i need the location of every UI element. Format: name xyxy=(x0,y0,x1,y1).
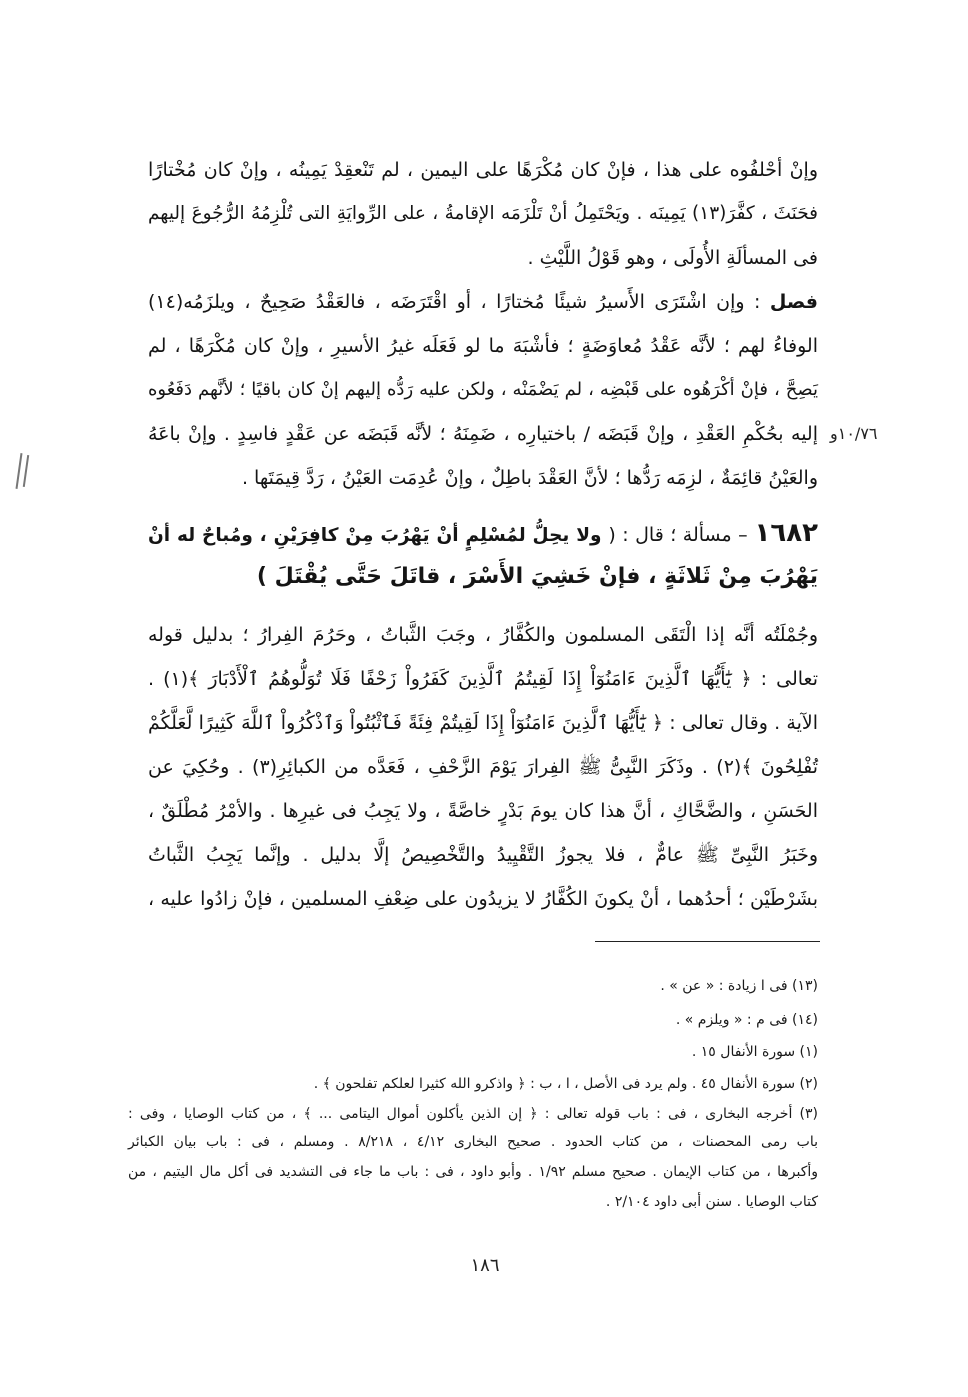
body-line-1: وإنْ أحْلفُوه على هذا ، فإنْ كان مُكْرَهًا على اليمين ، لم تَنْعقِدْ يَمِينُه ، وإنْ كان مُخْتارًا xyxy=(148,159,818,181)
footnote-14: (١٤) فى م : « ويلزم » . xyxy=(675,1012,818,1028)
page-number: ١٨٦ xyxy=(470,1255,500,1276)
body-line: الآية . وقال تعالى : ﴿ يَٰٓأَيُّهَا ٱلَّذِينَ ءَامَنُوٓاْ إِذَا لَقِيتُمْ فِئَةً فَٱثْبُتُواْ وَٱذْكُرُواْ ٱللَّهَ كَثِيرًا لَّعَلَّكُمْ xyxy=(148,712,818,734)
body-line: وجُمْلَتُه أنَّه إذا الْتَقَى المسلمون والكُفَّارُ ، وجَبَ الثَّباتُ ، وحَرُمَ الفِرارُ ؛ بدليل قوله xyxy=(148,624,818,646)
pen-mark xyxy=(23,455,29,487)
footnote-3-line-1: (٣) أخرجه البخارى ، فى : باب قوله تعالى : ﴿ إن الذين يأكلون أموال اليتامى ... ﴾ ، من كتاب الوصايا ، وفى : xyxy=(128,1106,818,1122)
masala-text-1: ولا يحِلُّ لمُسْلِمٍ أنْ يَهْرُبَ مِنْ كافِرَيْنِ ، ومُباحٌ له أنْ xyxy=(148,525,602,546)
fasl-line-5: والعَيْنُ قائِمَةٌ ، لزِمَه رَدُّها ؛ لأنَّ العَقْدَ باطِلٌ ، وإنْ عُدِمَت العَيْنُ ، رَدَّ قِيمَتَها . xyxy=(241,467,818,489)
body-line: بشَرْطَيْن ؛ أحدُهما ، أنْ يكونَ الكُفَّارُ لا يزيدُون على ضِعْفِ المسلمين ، فإنْ زادُوا عليه ، xyxy=(148,888,818,910)
footnote-13: (١٣) فى ا زيادة : « عن » . xyxy=(660,978,818,994)
footnote-3-line-4: كتاب الوصايا . سنن أبى داود ٢/١٠٤ . xyxy=(605,1194,818,1210)
fasl-line-2: الوفاءُ لهم ؛ لأنَّه عَقْدُ مُعاوَضَةٍ ؛ فأشْبَهَ ما لو فَعَلَه غيرُ الأسيرِ ، وإنْ كان مُكْرَهًا ، لم xyxy=(148,335,818,357)
masala-heading-line-2: يَهْرُبَ مِنْ ثَلاثَةٍ ، فإنْ خَشِيَ الأَسْرَ ، قاتَلَ حَتَّى يُقْتَلَ ) xyxy=(256,564,818,589)
footnote-1: (١) سورة الأنفال ١٥ . xyxy=(691,1044,818,1060)
footnote-2: (٢) سورة الأنفال ٤٥ . ولم يرد فى الأصل ، ا ، ب : ﴿ واذكرو الله كثيرا لعلكم تفلحون ﴾ . xyxy=(313,1076,818,1092)
fasl-text: : وإن اشْتَرَى الأَسيرُ شيئًا مُختارًا ، أو اقْتَرَضَه ، فالعَقْدُ صَحِيحٌ ، ويلزَمُه(١٤) xyxy=(148,291,761,313)
fasl-line-1 xyxy=(148,287,818,317)
pen-mark xyxy=(16,453,23,489)
body-line: تعالى : ﴿ يَٰٓأَيُّهَا ٱلَّذِينَ ءَامَنُوٓاْ إِذَا لَقِيتُمُ ٱلَّذِينَ كَفَرُواْ زَحْفًا فَلَا تُوَلُّوهُمُ ٱلْأَدْبَارَ ﴾(١) . xyxy=(148,668,818,690)
manuscript-folio-note: ١٠/٧٦و xyxy=(830,424,878,443)
footnote-separator xyxy=(595,941,820,942)
body-line: تُفْلِحُونَ ﴾(٢) . وذَكَرَ النَّبِىُّ ﷺ الفِرارَ يَوْمَ الزَّحْفِ ، فَعَدَّه من الكبائِرِ(٣) . وحُكِيَ عن xyxy=(148,756,818,778)
fasl-line-4: إليه بحُكْمِ العَقْدِ ، وإنْ قَبَضَه / باختيارِه ، ضَمِنَهُ ؛ لأنَّه قَبَضَه عن عَقْدٍ فاسِدٍ . وإنْ باعَهُ xyxy=(148,423,818,445)
masala-heading-line-1 xyxy=(148,518,818,551)
fasl-label: فصل xyxy=(769,291,818,313)
footnote-3-line-2: باب رمى المحصنات ، من كتاب الحدود . صحيح البخارى ٤/١٢ ، ٨/٢١٨ . ومسلم ، فى : باب بيان الكبائر xyxy=(128,1134,818,1150)
body-line-3: فى المسألَةِ الأُولَى ، وهو قَوْلُ اللَّيْثِ . xyxy=(527,247,818,269)
masala-number: ١٦٨٢ xyxy=(754,518,818,548)
body-line: وخَبَرُ النَّبِىِّ ﷺ عامٌّ ، فلا يجوزُ التَّقْيِيدُ والتَّخْصِيصُ إلَّا بدليل . وإنَّما يَجِبُ الثَّباتُ xyxy=(148,844,818,866)
fasl-line-3: يَصِحَّ ، فإنْ أكْرَهُوه على قَبْضِه ، لم يَضْمَنْه ، ولكن عليه رَدُّه إليهم إنْ كان باقيًا ؛ لأنَّهم دَفَعُوه xyxy=(148,379,818,400)
footnote-3-line-3: وأكبرها ، من كتاب الإيمان . صحيح مسلم ١/٩٢ . وأبو داود ، فى : باب ما جاء فى التشديد فى أكل مال اليتيم ، من xyxy=(128,1164,819,1180)
body-line: الحَسَنِ ، والضَّحَّاكِ ، أنَّ هذا كان يومَ بَدْرٍ خاصَّةً ، ولا يَجِبُ فى غيرِها . والأمْرُ مُطْلَقٌ ، xyxy=(148,800,818,822)
body-line-2: فحَنَثَ ، كفَّرَ(١٣) يَمِينَه . ويَحْتَمِلُ أنْ تَلْزَمَه الإقامةُ ، على الرِّوايَةِ التى تُلْزِمُهُ الرُّجُوعَ إليهم xyxy=(148,203,818,224)
masala-lead: – مسألة ؛ قال : ( xyxy=(608,524,748,546)
